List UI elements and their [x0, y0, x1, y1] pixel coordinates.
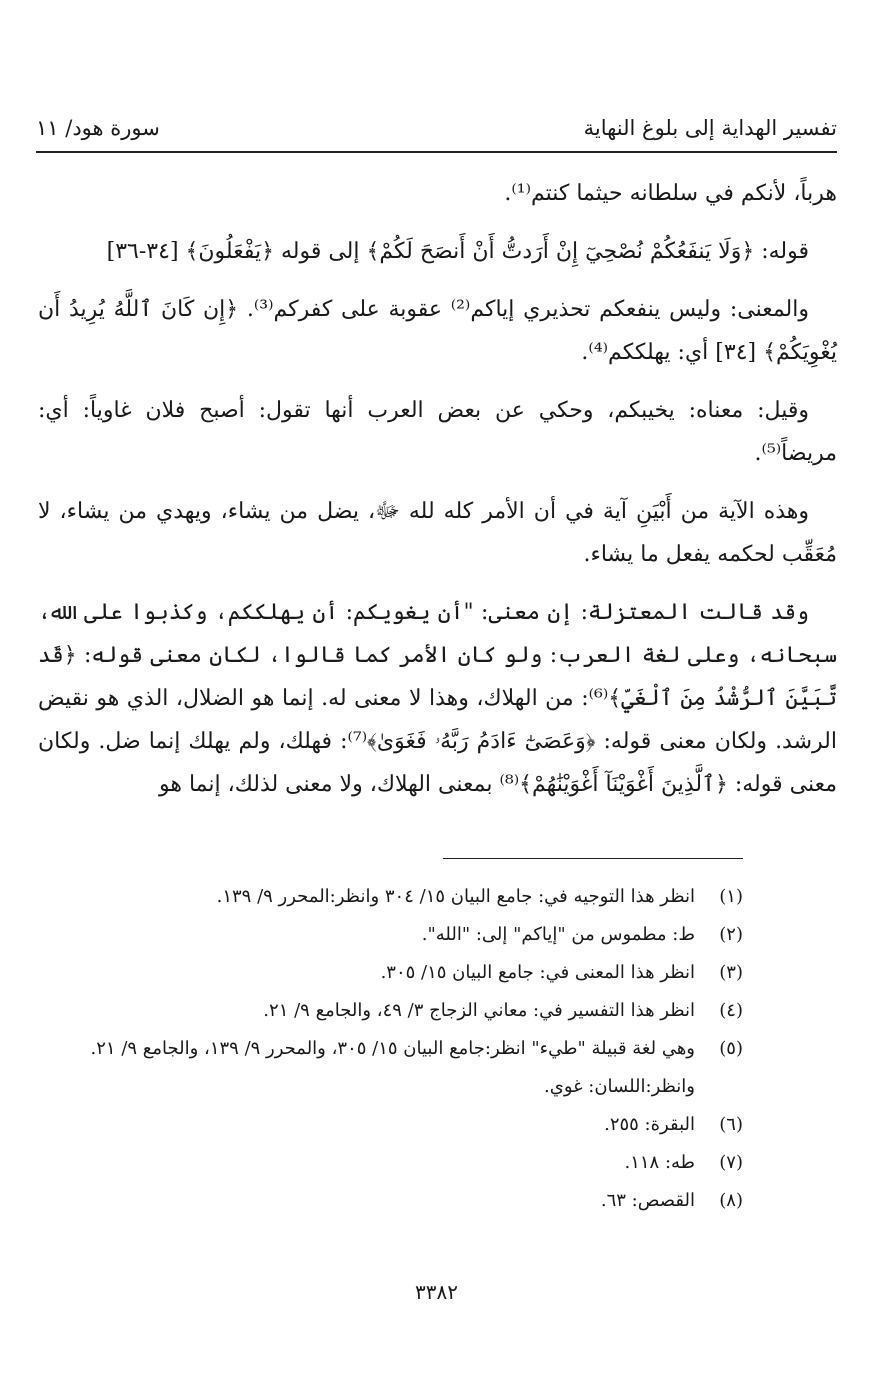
footnote-number: (٥): [719, 1038, 743, 1059]
footnote-text: انظر هذا التفسير في: معاني الزجاج ٣/ ٤٩، والجامع ٩/ ٢١.: [263, 1000, 695, 1021]
footnote-text: طه: ١١٨.: [624, 1152, 695, 1173]
paragraph: قوله: ﴿وَلَا يَنفَعُكُمْ نُصْحِيٓ إِنْ أَرَدتُّ أَنْ أَنصَحَ لَكُمْ﴾ إلى قوله ﴿يَفْعَلُونَ﴾ [٣٤-٣٦]: [106, 239, 809, 264]
footnote: [36, 1182, 743, 1220]
footnote: [36, 1030, 743, 1106]
paragraph: وهذه الآية من أَبْيَنِ آية في أن الأمر كله لله ﷻ، يضل من يشاء، ويهدي من يشاء، لا مُعَقِّب لحكمه يفعل ما يشاء.: [38, 499, 837, 567]
header-rule: [36, 151, 837, 153]
paragraph: وقد قالت المعتزلة: إن معنى: "أن يغويكم: أن يهلككم، وكذبوا على الله، سبحانه، وعلى لغة العرب: ولو كان الأمر كما قالوا، لكان معنى قوله: ﴿قَد تَّبَيَّنَ ٱلرُّشْدُ مِنَ ٱلْغَيِّ﴾⁽⁶⁾: من الهلاك، وهذا لا معنى له. إنما هو الضلال، الذي هو نقيض الرشد. ولكان معنى قوله: ﴿وَعَصَىٰٓ ءَادَمُ رَبَّهُۥ فَغَوَىٰ﴾⁽⁷⁾: فهلك، ولم يهلك إنما ضل. ولكان معنى قوله: ﴿ٱلَّذِينَ أَغْوَيْنَآ أَغْوَيْنَٰهُمْ﴾⁽⁸⁾ بمعنى الهلاك، ولا معنى لذلك، إنما هو: [38, 600, 837, 797]
footnote-number: (١): [719, 886, 743, 907]
footnote-text: البقرة: ٢٥٥.: [604, 1114, 695, 1135]
footnote-number: (٢): [719, 924, 743, 945]
footnote-text: انظر هذا التوجيه في: جامع البيان ١٥/ ٣٠٤ وانظر:المحرر ٩/ ١٣٩.: [216, 886, 695, 907]
paragraph: وقيل: معناه: يخيبكم، وحكي عن بعض العرب أنها تقول: أصبح فلان غاوياً: أي: مريضاً⁽⁵⁾.: [38, 398, 837, 466]
footnote-text: ط: مطموس من "إياكم" إلى: "الله".: [421, 924, 695, 945]
footnote-number: (٣): [719, 962, 743, 983]
footnote-number: (٨): [719, 1190, 743, 1211]
footnote: [36, 916, 743, 954]
paragraph: هرباً، لأنكم في سلطانه حيثما كنتم⁽¹⁾.: [504, 181, 837, 206]
footnote: [36, 878, 743, 916]
footnote: [36, 954, 743, 992]
footnote: [36, 1144, 743, 1182]
footnote-text: القصص: ٦٣.: [600, 1190, 695, 1211]
footnote-text: انظر هذا المعنى في: جامع البيان ١٥/ ٣٠٥.: [380, 962, 695, 983]
footnote: [36, 992, 743, 1030]
book-title: تفسير الهداية إلى بلوغ النهاية: [583, 116, 837, 140]
footnote-number: (٤): [719, 1000, 743, 1021]
footnote-number: (٦): [719, 1114, 743, 1135]
footnote-number: (٧): [719, 1152, 743, 1173]
paragraph: والمعنى: وليس ينفعكم تحذيري إياكم⁽²⁾ عقوبة على كفركم⁽³⁾. ﴿إِن كَانَ ٱللَّهُ يُرِيدُ أَن يُغْوِيَكُمْ﴾ [٣٤] أي: يهلككم⁽⁴⁾.: [38, 297, 837, 365]
footnotes: [36, 878, 743, 1220]
footnote: [36, 1106, 743, 1144]
main-text: [38, 172, 837, 821]
page-number: ٣٣٨٢: [415, 1280, 458, 1304]
footnote-text: وهي لغة قبيلة "طيء" انظر:جامع البيان ١٥/ ٣٠٥، والمحرر ٩/ ١٣٩، والجامع ٩/ ٢١. وانظر:اللسان: غوي.: [90, 1038, 695, 1097]
footnote-separator: [443, 858, 743, 859]
surah-reference: سورة هود/ ١١: [36, 116, 160, 140]
running-header: [36, 112, 837, 148]
